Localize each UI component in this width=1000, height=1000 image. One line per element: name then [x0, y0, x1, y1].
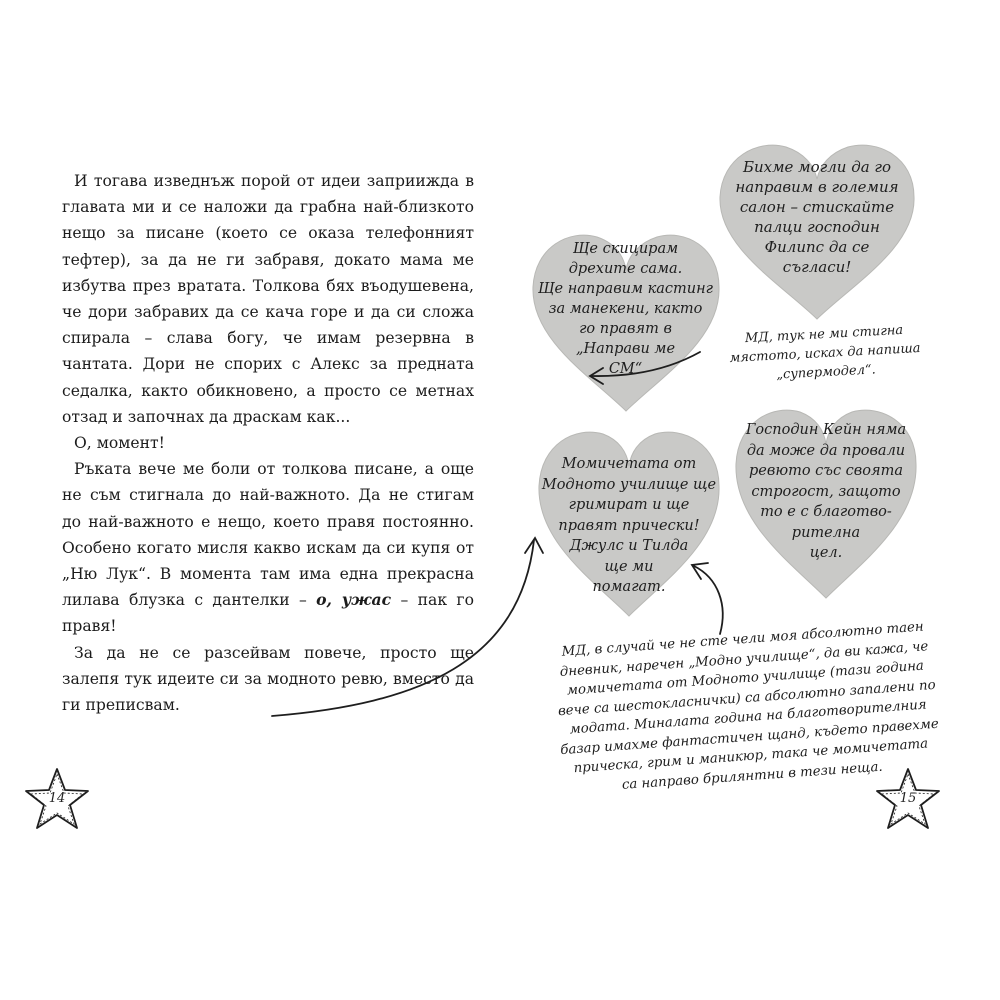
heart-text: Господин Кейн няма да може да провали ревюто със своята строгост, защото то е с благотво- рителна цел. [745, 422, 907, 561]
paragraph-1: И тогава изведнъж порой от идеи заприижда в главата ми и се наложи да грабна най-близкото нещо за писане (което се оказа телефонният тефтер), за да не ги забравя, докато мама ме избутва през вратата. Толкова бях въодушевена, че дори забравих да се кача горе и да си сложа спирала – слава богу, че имам резервна в чантата. Дори не спорих с Алекс за предната седалка, както обикновено, а просто се метнах отзад и започнах да драскам как... [62, 172, 474, 426]
heart-note-makeup [533, 422, 725, 620]
heart-note-great-hall [712, 135, 922, 325]
paragraph-4: За да не се разсейвам повече, просто ще залепя тук идеите си за модното ревю, вместо да ги преписвам. [62, 643, 474, 715]
paragraph-3-tail: – пак го правя! [62, 591, 474, 636]
paragraph-3 [62, 456, 474, 639]
heart-text: Ще скицирам дрехите сама. Ще направим кастинг за манекени, както го правят в „Направи ме СМ“ [538, 241, 713, 377]
page-number: 14 [48, 791, 66, 806]
page-number: 15 [899, 791, 917, 806]
paragraph-3-text: Ръката вече ме боли от толкова писане, а още не съм стигнала до най-важното. Да не стигам до най-важното е нещо, което правя постоянно. Особено когато мисля какво искам да си купя от „Ню Лук“. В момента там има една прекрасна лилава блузка с дантелки – [62, 460, 474, 610]
heart-text: Момичетата от Модното училище ще гримират и ще правят прически! Джулс и Тилда ще ми помагат. [541, 456, 717, 595]
page-number-star-right [873, 765, 943, 835]
page-number-star-left [22, 765, 92, 835]
paragraph-2: О, момент! [74, 434, 165, 453]
handwritten-note-fashion-school: МД, в случай че не сте чели моя абсолютно таен дневник, наречен „Модно училище“, да ви кажа, че момичетата от Модното училище (тази година вече са шестокласнички) са абсолютно запалени по модата. Миналата година на благотворителния базар имахме фантастичен щанд, където правехме прическа, грим и маникюр, така че момичетата са направо брилянтни в тези неща. [557, 619, 940, 793]
heart-note-mr-kane [730, 400, 922, 602]
handwritten-note-supermodel: МД, тук не ми стигна мястото, исках да напиша „супермодел“. [729, 322, 921, 383]
handwritten-emphasis: о, ужас [316, 590, 392, 610]
heart-note-casting [527, 225, 724, 415]
left-page-body-text [62, 168, 474, 718]
heart-text: Бихме могли да го направим в големия салон – стискайте палци господин Филипс да се съгласи! [735, 158, 899, 276]
